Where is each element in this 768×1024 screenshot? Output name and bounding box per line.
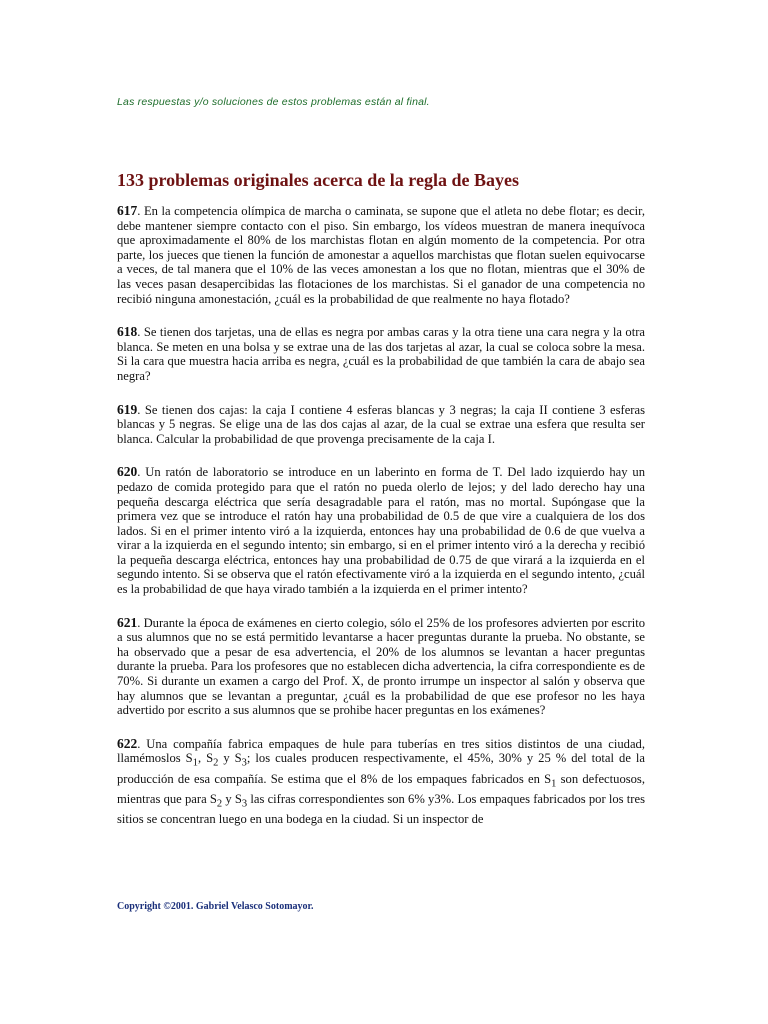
problem-number: 622: [117, 735, 138, 751]
problem-621: [117, 616, 645, 718]
problem-620: [117, 465, 645, 596]
problem-list: [117, 204, 645, 845]
problem-text-part: y S: [222, 791, 242, 806]
subscript: 2: [213, 757, 219, 769]
problem-text-part: . Una compañía fabrica empaques de hule para tuberías en tres sitios distintos de una ciudad, llamémoslos S: [117, 736, 645, 766]
problem-619: [117, 403, 645, 447]
problem-text: . Durante la época de exámenes en cierto colegio, sólo el 25% de los profesores advierten por escrito a sus alumnos que no se está permitido levantarse a hacer preguntas durante la prueba. No obstante, se ha observado que a pesar de esa advertencia, el 20% de los alumnos se levantan a hacer preguntas durante la prueba. Para los profesores que no establecen dicha advertencia, la cifra correspondiente es de 70%. Si durante un examen a cargo del Prof. X, de pronto irrumpe un inspector al salón y observa que hay alumnos que se levantan a preguntar, ¿cuál es la probabilidad de que ese profesor no les haya advertido por escrito a sus alumnos que se prohibe hacer preguntas en los exámenes?: [117, 615, 645, 718]
page-title: 133 problemas originales acerca de la regla de Bayes: [117, 170, 519, 190]
subscript: 3: [241, 798, 248, 810]
problem-number: 621: [117, 614, 138, 630]
problem-622: [117, 737, 645, 827]
problem-text: . En la competencia olímpica de marcha o caminata, se supone que el atleta no debe flotar; es decir, debe mantener siempre contacto con el piso. Sin embargo, los vídeos muestran de manera inequívoca que aproximadamente el 80% de los marchistas flotan en algún momento de la competencia. Por otra parte, los jueces que tienen la función de amonestar a aquellos marchistas que flotan suelen equivocarse a veces, de tal manera que el 10% de las veces amonestan a los que no flotan, mientras que el 30% de las veces pasan desapercibidas las flotaciones de los marchistas. Si el ganador de una competencia no recibió ninguna amonestación, ¿cuál es la probabilidad de que realmente no haya flotado?: [117, 204, 645, 306]
subscript: 3: [241, 757, 247, 769]
problem-number: 619: [117, 401, 138, 417]
problem-text: . Se tienen dos cajas: la caja I contiene 4 esferas blancas y 3 negras; la caja II contiene 3 esferas blancas y 5 negras. Se elige una de las dos cajas al azar, de la cual se extrae una esfera que resulta ser blanca. Calcular la probabilidad de que provenga precisamente de la caja I.: [117, 402, 645, 446]
answers-note: Las respuestas y/o soluciones de estos problemas están al final.: [117, 96, 430, 108]
problem-617: [117, 204, 645, 306]
subscript: 1: [551, 778, 557, 790]
problem-text: . Se tienen dos tarjetas, una de ellas es negra por ambas caras y la otra tiene una cara negra y la otra blanca. Se meten en una bolsa y se extrae una de las dos tarjetas al azar, la cual se coloca sobre la mesa. Si la cara que muestra hacia arriba es negra, ¿cuál es la probabilidad de que también la cara de abajo sea negra?: [117, 325, 645, 383]
problem-number: 618: [117, 324, 138, 340]
problem-text-part: y S: [218, 751, 242, 766]
problem-text-part: son defectuosos, mientras que para S: [117, 771, 645, 806]
problem-text-part: ; los cuales producen respectivamente, el 45%, 30% y 25 % del total de la producción de esa compañía. Se estima que el 8% de los empaques fabricados en S: [117, 751, 645, 786]
subscript: 2: [216, 798, 223, 810]
problem-text-part: las cifras correspondientes son 6% y3%. Los empaques fabricados por los tres sitios se concentran luego en una bodega en la ciudad. Si un inspector de: [117, 791, 645, 826]
problem-618: [117, 325, 645, 383]
problem-number: 617: [117, 203, 138, 218]
problem-text: . Un ratón de laboratorio se introduce en un laberinto en forma de T. Del lado izquierdo hay un pedazo de comida protegido para que el ratón no pueda olerlo de lejos; y del lado derecho hay una pequeña descarga eléctrica que sería desagradable para el ratón, mas no mortal. Supóngase que la primera vez que se introduce el ratón hay una probabilidad de 0.5 de que vire a cualquiera de los dos lados. Si en el primer intento viró a la izquierda, entonces hay una probabilidad de 0.6 de que vuelva a virar a la izquierda en el segundo intento; sin embargo, si en el primer intento viró a la derecha y recibió la pequeña descarga eléctrica, entonces hay una probabilidad de 0.75 de que virará a la izquierda en el segundo intento. Si se observa que el ratón efectivamente viró a la izquierda en el segundo intento, ¿cuál es la probabilidad de que haya virado también a la izquierda en el primer intento?: [117, 465, 645, 597]
problem-text-part: , S: [197, 751, 214, 766]
subscript: 1: [192, 757, 198, 769]
problem-number: 620: [117, 464, 138, 480]
copyright-footer: Copyright ©2001. Gabriel Velasco Sotomayor.: [117, 901, 314, 912]
